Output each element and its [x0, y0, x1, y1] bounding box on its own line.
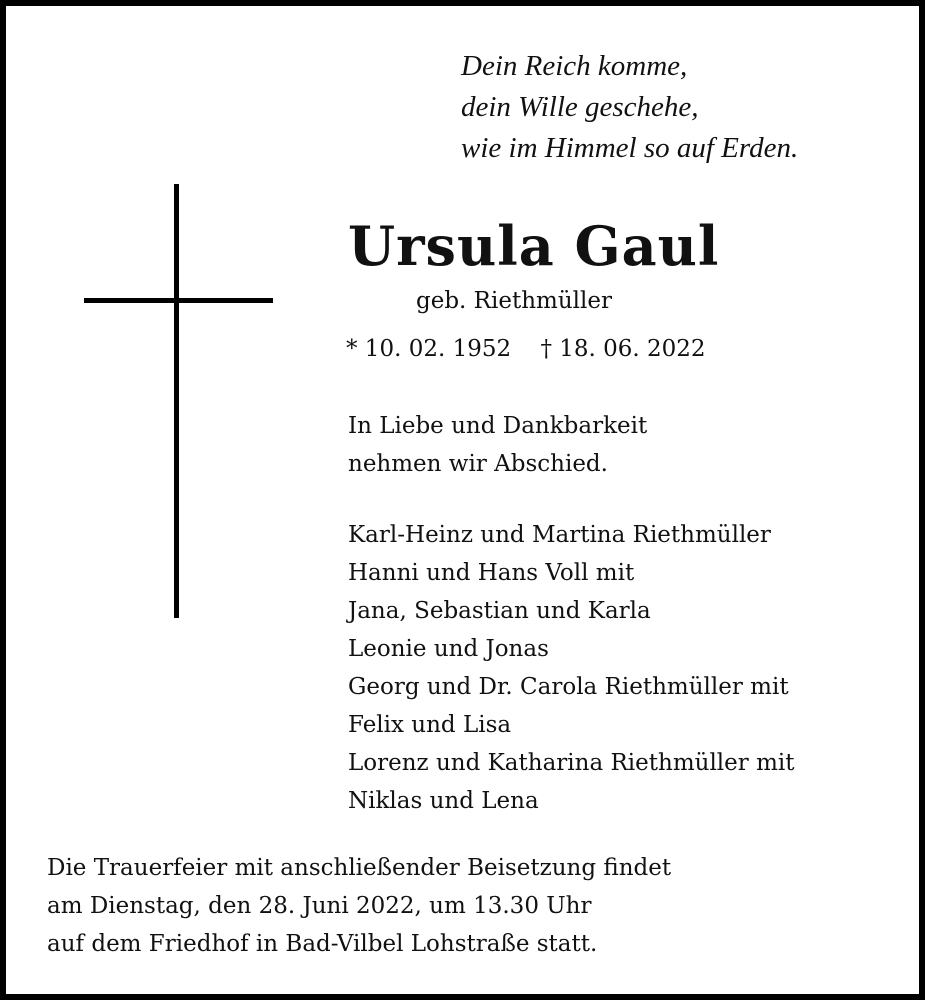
ceremony-line-2: am Dienstag, den 28. Juni 2022, um 13.30 Uhr: [47, 893, 592, 919]
deceased-name: Ursula Gaul: [348, 214, 720, 278]
mourner-line: Niklas und Lena: [348, 788, 539, 814]
verse-line-3: wie im Himmel so auf Erden.: [461, 132, 799, 164]
farewell-line-1: In Liebe und Dankbarkeit: [348, 413, 648, 439]
verse-line-2: dein Wille geschehe,: [461, 91, 699, 123]
mourners-list: [348, 516, 794, 820]
mourner-line: Karl-Heinz und Martina Riethmüller: [348, 522, 771, 548]
verse-line-1: Dein Reich komme,: [461, 50, 688, 82]
mourner-line: Felix und Lisa: [348, 712, 512, 738]
mourner-line: Lorenz und Katharina Riethmüller mit: [348, 750, 795, 776]
mourner-line: Georg und Dr. Carola Riethmüller mit: [348, 674, 789, 700]
birth-date: * 10. 02. 1952: [346, 336, 512, 362]
life-dates: [346, 332, 706, 366]
mourner-line: Jana, Sebastian und Karla: [348, 598, 651, 624]
maiden-name: geb. Riethmüller: [416, 288, 612, 314]
funeral-ceremony-info: [47, 849, 671, 963]
cross-horizontal-bar: [84, 298, 273, 303]
farewell-line-2: nehmen wir Abschied.: [348, 451, 608, 477]
bible-verse: [461, 46, 798, 169]
death-date: † 18. 06. 2022: [540, 336, 706, 362]
cross-vertical-bar: [174, 184, 179, 618]
farewell-text: [348, 407, 647, 483]
ceremony-line-1: Die Trauerfeier mit anschließender Beisetzung findet: [47, 855, 672, 881]
mourner-line: Leonie und Jonas: [348, 636, 549, 662]
ceremony-line-3: auf dem Friedhof in Bad-Vilbel Lohstraße statt.: [47, 931, 598, 957]
mourner-line: Hanni und Hans Voll mit: [348, 560, 635, 586]
